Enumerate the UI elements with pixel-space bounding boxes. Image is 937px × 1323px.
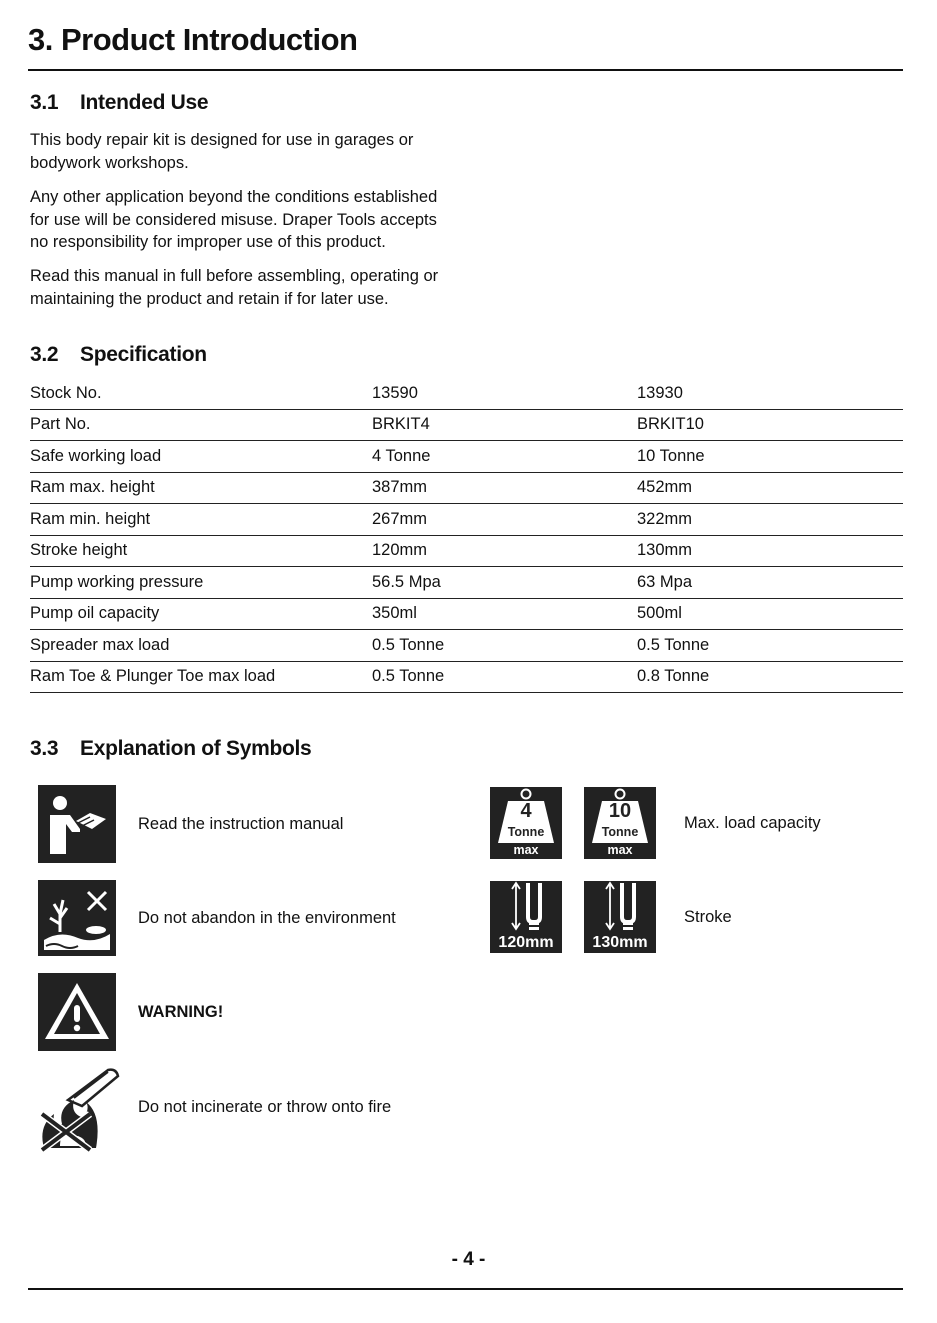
symbol-label: Do not incinerate or throw onto fire bbox=[138, 1097, 392, 1116]
section-number: 3.2 bbox=[30, 343, 59, 366]
symbol-label: Max. load capacity bbox=[684, 813, 821, 832]
spec-row bbox=[30, 567, 903, 599]
spec-value-cell: 500ml bbox=[637, 604, 682, 623]
spec-value-cell: 350ml bbox=[372, 604, 417, 623]
stroke-130mm-icon bbox=[584, 881, 656, 953]
paragraph: Read this manual in full before assembling, operating or maintaining the product and retain if for later use. bbox=[30, 267, 439, 308]
warning-icon bbox=[38, 973, 116, 1051]
spec-row bbox=[30, 661, 903, 693]
symbol-row-warning bbox=[38, 973, 223, 1051]
load-suffix: max bbox=[607, 843, 633, 857]
spec-value-cell: 0.5 Tonne bbox=[372, 635, 445, 654]
spec-row bbox=[30, 598, 903, 630]
symbol-row-load-capacity bbox=[490, 787, 821, 859]
page-title: 3. Product Introduction bbox=[28, 22, 358, 57]
spec-value-cell: 267mm bbox=[372, 509, 428, 528]
spec-value-cell: BRKIT4 bbox=[372, 415, 430, 434]
symbol-row-read-manual bbox=[38, 785, 343, 863]
spec-value-cell: 10 Tonne bbox=[637, 446, 705, 465]
symbol-row-stroke bbox=[490, 881, 732, 953]
spec-value-cell: 13590 bbox=[372, 383, 418, 402]
environment-icon bbox=[38, 880, 116, 956]
specification-table bbox=[30, 378, 903, 693]
spec-label-cell: Ram Toe & Plunger Toe max load bbox=[30, 667, 276, 686]
section-title: Intended Use bbox=[80, 91, 209, 114]
spec-value-cell: 387mm bbox=[372, 478, 428, 497]
no-fire-icon bbox=[38, 1062, 120, 1152]
section-title: Explanation of Symbols bbox=[80, 737, 312, 760]
spec-row bbox=[30, 472, 903, 504]
load-value: 4 bbox=[520, 800, 532, 822]
spec-label-cell: Safe working load bbox=[30, 446, 162, 465]
paragraph: This body repair kit is designed for use in garages or bodywork workshops. bbox=[30, 131, 414, 172]
spec-value-cell: 56.5 Mpa bbox=[372, 572, 441, 591]
spec-value-cell: 0.5 Tonne bbox=[372, 667, 445, 686]
section-title: Specification bbox=[80, 343, 207, 366]
symbol-label: WARNING! bbox=[138, 1002, 224, 1021]
page-number: - 4 - bbox=[451, 1249, 486, 1270]
load-value: 10 bbox=[608, 800, 632, 822]
section-number: 3.1 bbox=[30, 91, 59, 114]
section-heading-symbols bbox=[30, 737, 311, 761]
symbol-row-no-fire bbox=[38, 1062, 391, 1152]
spec-label-cell: Spreader max load bbox=[30, 635, 170, 654]
spec-row bbox=[30, 504, 903, 536]
spec-value-cell: 63 Mpa bbox=[637, 572, 693, 591]
spec-label-cell: Stroke height bbox=[30, 541, 128, 560]
spec-value-cell: 322mm bbox=[637, 509, 693, 528]
title-divider bbox=[28, 69, 903, 71]
max-load-4-tonne-icon bbox=[490, 787, 562, 859]
max-load-10-tonne-icon bbox=[584, 787, 656, 859]
section-number: 3.3 bbox=[30, 737, 59, 760]
spec-value-cell: BRKIT10 bbox=[637, 415, 704, 434]
spec-label-cell: Pump oil capacity bbox=[30, 604, 160, 623]
spec-row bbox=[30, 378, 903, 409]
load-suffix: max bbox=[513, 843, 539, 857]
load-unit: Tonne bbox=[507, 825, 545, 839]
symbol-label: Do not abandon in the environment bbox=[138, 908, 396, 927]
symbol-row-environment bbox=[38, 880, 396, 956]
spec-row bbox=[30, 535, 903, 567]
spec-value-cell: 452mm bbox=[637, 478, 693, 497]
spec-label-cell: Ram min. height bbox=[30, 509, 151, 528]
symbol-label: Read the instruction manual bbox=[138, 814, 344, 833]
load-unit: Tonne bbox=[601, 825, 639, 839]
symbol-label: Stroke bbox=[684, 907, 732, 926]
read-manual-icon bbox=[38, 785, 116, 863]
spec-value-cell: 0.5 Tonne bbox=[637, 635, 710, 654]
spec-value-cell: 4 Tonne bbox=[372, 446, 431, 465]
spec-value-cell: 120mm bbox=[372, 541, 428, 560]
paragraph: Any other application beyond the conditions established for use will be considered misuse. Draper Tools accepts no responsibility for improper use of this product. bbox=[30, 188, 438, 251]
spec-label-cell: Ram max. height bbox=[30, 478, 155, 497]
spec-row bbox=[30, 441, 903, 473]
spec-value-cell: 0.8 Tonne bbox=[637, 667, 710, 686]
spec-value-cell: 130mm bbox=[637, 541, 693, 560]
spec-row bbox=[30, 409, 903, 441]
spec-label-cell: Part No. bbox=[30, 415, 91, 434]
stroke-value: 130mm bbox=[592, 934, 648, 951]
spec-label-cell: Pump working pressure bbox=[30, 572, 204, 591]
section-heading-specification bbox=[30, 343, 207, 367]
section-heading-intended-use bbox=[30, 91, 208, 115]
stroke-value: 120mm bbox=[498, 934, 554, 951]
footer-divider bbox=[28, 1288, 903, 1290]
spec-label-cell: Stock No. bbox=[30, 383, 102, 402]
stroke-120mm-icon bbox=[490, 881, 562, 953]
spec-row bbox=[30, 630, 903, 662]
spec-value-cell: 13930 bbox=[637, 383, 683, 402]
